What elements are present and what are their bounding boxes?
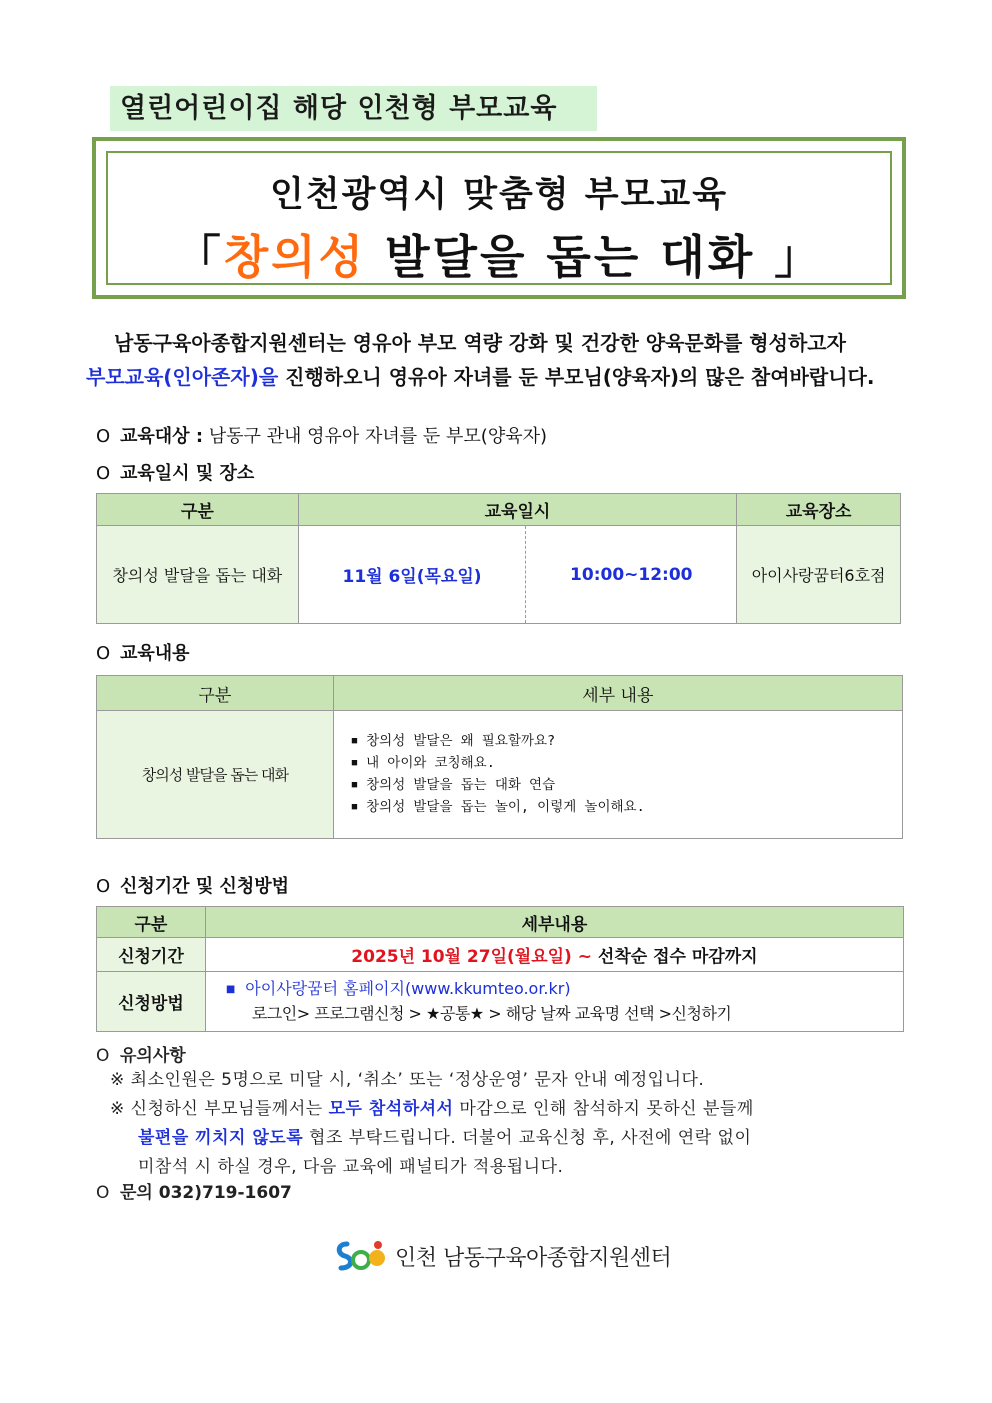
schedule-table xyxy=(96,493,901,624)
footer-org-name: 인천 남동구육아종합지원센터 xyxy=(395,1245,672,1271)
schedule-time: 10:00~12:00 xyxy=(526,526,737,624)
intro-paragraph xyxy=(86,326,906,394)
homepage-link[interactable]: 아이사랑꿈터 홈페이지(www.kkumteo.or.kr) xyxy=(245,979,571,998)
section-marker: O xyxy=(96,1046,110,1066)
content-header-detail: 세부 내용 xyxy=(333,676,902,711)
note-line-2-b: 마감으로 인해 참석하지 못하신 분들께 xyxy=(453,1099,754,1119)
schedule-program: 창의성 발달을 돕는 대화 xyxy=(97,526,299,624)
apply-method-value xyxy=(205,972,903,1032)
note-line-3 xyxy=(96,1124,876,1153)
apply-period-value xyxy=(205,938,903,972)
apply-method-label: 신청방법 xyxy=(97,972,206,1032)
intro-highlight: 부모교육(인아존자)을 xyxy=(86,365,279,389)
schedule-header-place: 교육장소 xyxy=(737,494,901,526)
center-logo-icon xyxy=(333,1236,389,1276)
apply-table xyxy=(96,906,904,1032)
schedule-date: 11월 6일(목요일) xyxy=(298,526,526,624)
section-content xyxy=(96,639,190,665)
note-line-2-highlight: 모두 참석하셔서 xyxy=(328,1099,454,1119)
intro-line-2-rest: 진행하오니 영유아 자녀를 둔 부모님(양육자)의 많은 참여바랍니다. xyxy=(278,365,875,389)
section-content-label: 교육내용 xyxy=(120,643,190,664)
note-line-4: 미참석 시 하실 경우, 다음 교육에 패널티가 적용됩니다. xyxy=(138,1157,564,1177)
intro-line-2 xyxy=(86,360,906,394)
section-marker: O xyxy=(96,643,111,664)
list-item: ■ 창의성 발달을 돕는 놀이, 이렇게 놀이해요. xyxy=(352,797,902,819)
notes-heading xyxy=(96,1041,876,1066)
schedule-place: 아이사랑꿈터6호점 xyxy=(737,526,901,624)
schedule-header-datetime: 교육일시 xyxy=(298,494,737,526)
section-marker: O xyxy=(96,1183,110,1203)
title-close-bracket: 」 xyxy=(755,230,824,284)
note-line-1: ※ 최소인원은 5명으로 미달 시, ‘취소’ 또는 ‘정상운영’ 문자 안내 예정입니다. xyxy=(110,1070,705,1090)
title-line-1: 인천광역시 맞춤형 부모교육 xyxy=(269,175,729,215)
section-schedule-label: 교육일시 및 장소 xyxy=(120,463,255,484)
content-detail-cell xyxy=(333,711,902,839)
apply-period-label: 신청기간 xyxy=(97,938,206,972)
note-line-2 xyxy=(96,1095,876,1124)
contact-label: 문의 032)719-1607 xyxy=(120,1183,292,1203)
note-line-2-a: ※ 신청하신 부모님들께서는 xyxy=(110,1099,329,1119)
apply-period-rest: 선착순 접수 마감까지 xyxy=(591,947,758,967)
section-target xyxy=(96,422,547,448)
content-header-category: 구분 xyxy=(97,676,334,711)
intro-line-1: 남동구육아종합지원센터는 영유아 부모 역량 강화 및 건강한 양육문화를 형성하고자 xyxy=(114,331,846,355)
title-highlight: 창의성 xyxy=(223,230,367,284)
section-target-value: 남동구 관내 영유아 자녀를 둔 부모(양육자) xyxy=(203,426,548,447)
section-marker: O xyxy=(96,463,111,484)
section-schedule xyxy=(96,459,254,485)
target-tag: 열린어린이집 해당 인천형 부모교육 xyxy=(110,86,597,131)
title-open-bracket: 「 xyxy=(174,230,224,284)
notes-section xyxy=(96,1041,876,1182)
contact-info xyxy=(96,1178,292,1203)
apply-steps: 로그인> 프로그램신청 > ★공통★ > 해당 날짜 교육명 선택 >신청하기 xyxy=(251,1004,732,1023)
note-line-3-highlight: 불편을 끼치지 않도록 xyxy=(138,1128,304,1148)
list-item: ■ 내 아이와 코칭해요. xyxy=(352,753,902,775)
title-rest: 발달을 돕는 대화 xyxy=(366,230,756,284)
section-apply-label: 신청기간 및 신청방법 xyxy=(120,876,290,897)
content-list xyxy=(334,731,902,819)
title-box xyxy=(92,137,906,299)
content-program: 창의성 발달을 돕는 대화 xyxy=(97,711,334,839)
footer xyxy=(333,1236,671,1276)
list-item: ■ 창의성 발달은 왜 필요할까요? xyxy=(352,731,902,753)
section-marker: O xyxy=(96,426,111,447)
section-apply xyxy=(96,872,289,898)
note-line-3-b: 협조 부탁드립니다. 더불어 교육신청 후, 사전에 연락 없이 xyxy=(303,1128,752,1148)
title-line-2 xyxy=(108,221,890,287)
section-marker: O xyxy=(96,876,111,897)
apply-header-category: 구분 xyxy=(97,907,206,938)
apply-header-detail: 세부내용 xyxy=(205,907,903,938)
method-bullet-icon: ■ xyxy=(225,984,236,995)
list-item: ■ 창의성 발달을 돕는 대화 연습 xyxy=(352,775,902,797)
apply-period-date: 2025년 10월 27일(월요일) ~ xyxy=(351,947,592,967)
title-inner-frame xyxy=(106,151,892,285)
notes-label: 유의사항 xyxy=(120,1046,186,1066)
section-target-label: 교육대상 : xyxy=(120,426,204,447)
content-table xyxy=(96,675,903,839)
schedule-header-category: 구분 xyxy=(97,494,299,526)
